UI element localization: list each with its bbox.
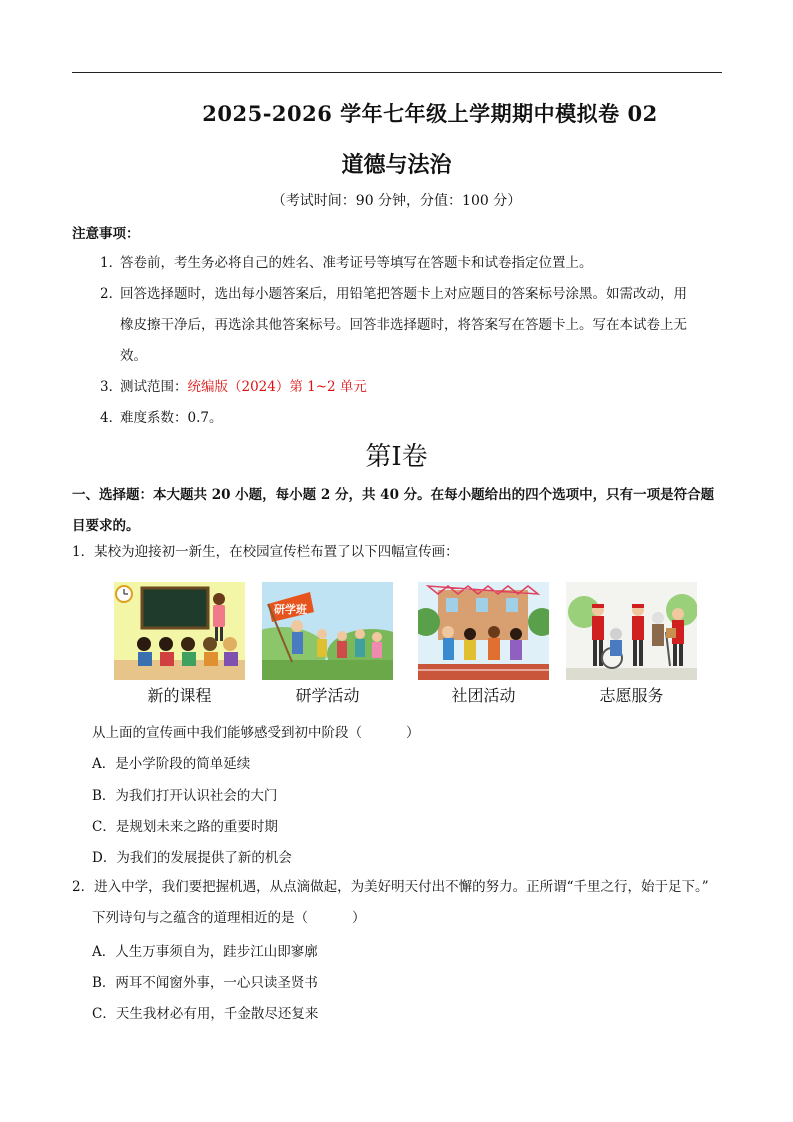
note-number: 4．: [100, 410, 123, 426]
question-1-stem: 1．某校为迎接初一新生，在校园宣传栏布置了以下四幅宣传画：: [72, 544, 459, 560]
note-item-2: [100, 279, 725, 372]
q1-option-a: A．是小学阶段的简单延续: [92, 756, 251, 772]
subject-title: 道德与法治: [341, 153, 452, 178]
caption-new-courses: 新的课程: [147, 686, 212, 705]
notes-heading: 注意事项：: [72, 226, 140, 242]
image-new-courses: [114, 582, 245, 680]
section-heading-line: 目要求的。: [72, 518, 140, 534]
question-2-line: [72, 903, 727, 934]
note-text: 测试范围：: [120, 379, 188, 395]
q1-option-c: C．是规划未来之路的重要时期: [92, 819, 278, 835]
note-text: 难度系数：0.7。: [120, 410, 223, 426]
note-item-3: [100, 372, 725, 403]
note-item-4: [100, 403, 725, 434]
flag-sign-text: 研学班: [274, 603, 307, 616]
answer-paren-close: ）: [352, 910, 366, 926]
section-heading: [72, 480, 727, 542]
question-1-prompt-text: 从上面的宣传画中我们能够感受到初中阶段（: [92, 725, 362, 741]
q2-option-a: A．人生万事须自为，跬步江山即寥廓: [92, 944, 318, 960]
q2-option-c: C．天生我材必有用，千金散尽还复来: [92, 1006, 319, 1022]
image-study-trip: [262, 582, 393, 680]
caption-study-trip: 研学活动: [295, 686, 360, 705]
top-rule: [72, 72, 722, 73]
question-2-line: 2．进入中学，我们要把握机遇，从点滴做起，为美好明天付出不懈的努力。正所谓“千里之行，始于足下。”: [72, 879, 709, 895]
question-2-prompt-text: 下列诗句与之蕴含的道理相近的是（: [92, 910, 308, 926]
volume-title: 第I卷: [365, 442, 428, 472]
note-number: 2．: [100, 286, 123, 302]
note-number: 1．: [100, 255, 123, 271]
note-number: 3．: [100, 379, 123, 395]
q1-option-d: D．为我们的发展提供了新的机会: [92, 850, 292, 866]
caption-club-activities: 社团活动: [451, 686, 516, 705]
question-1-prompt: [92, 721, 420, 741]
section-heading-line: 一、选择题：本大题共 20 小题，每小题 2 分，共 40 分。在每小题给出的四个选项中，只有一项是符合题: [72, 487, 715, 503]
q2-option-b: B．两耳不闻窗外事，一心只读圣贤书: [92, 975, 318, 991]
note-item-1: [100, 248, 725, 279]
note-text: 答卷前，考生务必将自己的姓名、准考证号等填写在答题卡和试卷指定位置上。: [120, 255, 593, 271]
answer-paren-close: ）: [406, 725, 420, 741]
note-text-cont: 效。: [120, 348, 147, 364]
q1-option-b: B．为我们打开认识社会的大门: [92, 788, 278, 804]
caption-volunteer-service: 志愿服务: [599, 686, 664, 705]
image-volunteer-service: [566, 582, 697, 680]
note-text: 回答选择题时，选出每小题答案后，用铅笔把答题卡上对应题目的答案标号涂黑。如需改动，用: [120, 286, 687, 302]
question-2-stem: [72, 872, 727, 934]
image-club-activities: [418, 582, 549, 680]
exam-title: 2025-2026 学年七年级上学期期中模拟卷 02: [202, 101, 658, 126]
exam-info: （考试时间：90 分钟，分值：100 分）: [271, 193, 522, 209]
note-text-cont: 橡皮擦干净后，再选涂其他答案标号。回答非选择题时，将答案写在答题卡上。写在本试卷上无: [120, 317, 687, 333]
test-scope: 统编版（2024）第 1~2 单元: [187, 379, 367, 395]
